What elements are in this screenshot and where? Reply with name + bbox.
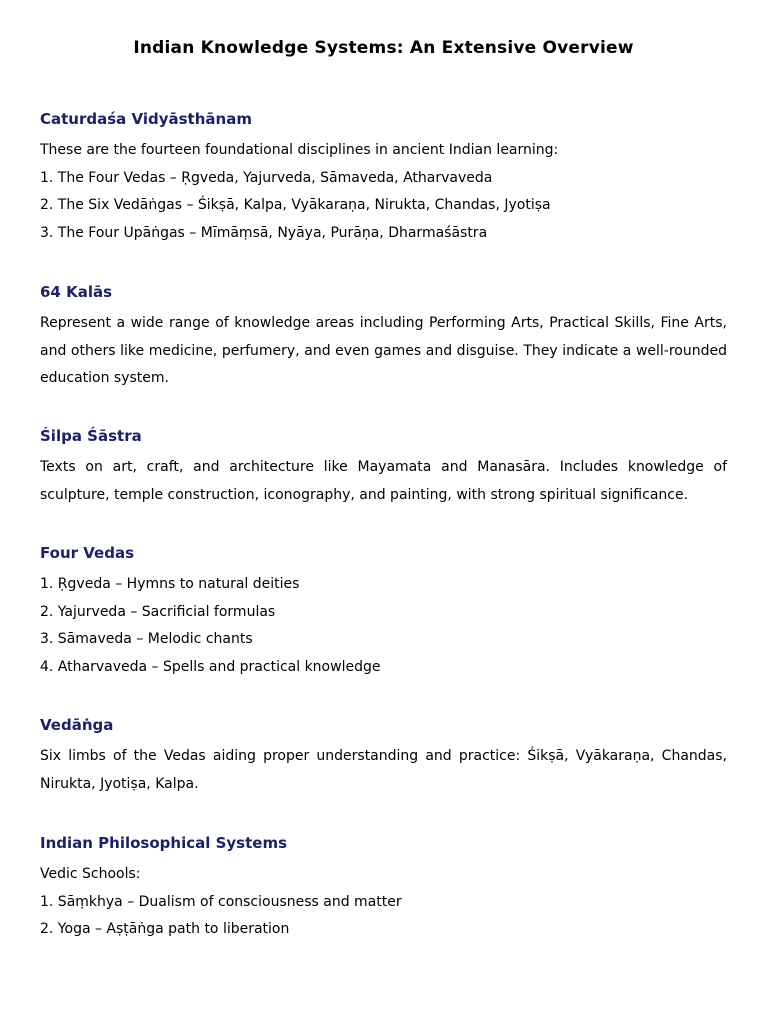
list-item: 2. Yajurveda – Sacrificial formulas <box>40 603 276 620</box>
section-paragraph: Six limbs of the Vedas aiding proper understanding and practice: Śikṣā, Vyākaraṇa, Chandas, Nirukta, Jyotiṣa, Kalpa. <box>40 748 727 792</box>
list-item: 2. The Six Vedāṅgas – Śikṣā, Kalpa, Vyākaraṇa, Nirukta, Chandas, Jyotiṣa <box>40 197 551 214</box>
section-line: These are the fourteen foundational disciplines in ancient Indian learning: <box>40 142 559 158</box>
section-silpa-sastra <box>40 426 727 509</box>
list-item: 1. Sāṃkhya – Dualism of consciousness and matter <box>40 893 402 910</box>
list-item: 1. The Four Vedas – Ṛgveda, Yajurveda, Sāmaveda, Atharvaveda <box>40 169 493 186</box>
list-item: 1. Ṛgveda – Hymns to natural deities <box>40 576 300 592</box>
section-paragraph: Represent a wide range of knowledge areas including Performing Arts, Practical Skills, Fine Arts, and others like medicine, perfumery, and even games and disguise. They indicate a well-rounded education system. <box>40 315 727 387</box>
section-lines <box>40 861 727 944</box>
section-heading: Vedāṅga <box>40 716 114 734</box>
list-item: 3. Sāmaveda – Melodic chants <box>40 631 253 648</box>
section-caturdasa-vidyasthanam <box>40 109 727 248</box>
section-paragraph: Texts on art, craft, and architecture like Mayamata and Manasāra. Includes knowledge of sculpture, temple construction, iconography, and painting, with strong spiritual significance. <box>40 459 727 503</box>
section-lines <box>40 571 727 682</box>
list-item: 3. The Four Upāṅgas – Mīmāṃsā, Nyāya, Purāṇa, Dharmaśāstra <box>40 225 488 242</box>
section-heading: Caturdaśa Vidyāsthānam <box>40 110 252 128</box>
section-indian-philosophical-systems <box>40 833 727 944</box>
section-four-vedas <box>40 543 727 682</box>
section-vedanga <box>40 715 727 798</box>
section-heading: 64 Kalās <box>40 283 113 301</box>
list-item: 4. Atharvaveda – Spells and practical knowledge <box>40 659 381 676</box>
section-heading: Indian Philosophical Systems <box>40 834 288 852</box>
section-64-kalas <box>40 282 727 393</box>
section-lines <box>40 137 727 248</box>
list-item: 2. Yoga – Aṣṭāṅga path to liberation <box>40 921 290 938</box>
section-heading: Śilpa Śāstra <box>40 427 142 445</box>
section-heading: Four Vedas <box>40 544 134 562</box>
section-line: Vedic Schools: <box>40 866 141 882</box>
document-title: Indian Knowledge Systems: An Extensive Overview <box>133 38 634 58</box>
